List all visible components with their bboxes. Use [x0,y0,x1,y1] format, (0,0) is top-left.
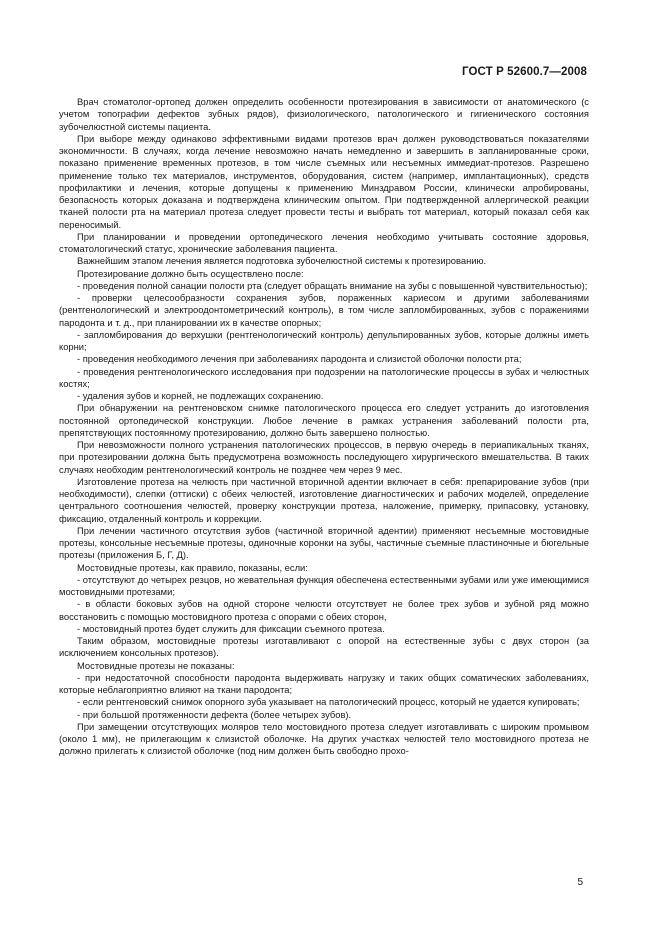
paragraph: При невозможности полного устранения патологических процессов, в первую очередь в периапикальных тканях, при протезировании должна быть предусмотрена возможность последующего хирургического вмешательства. В таких случаях необходим рентгенологический контроль не позднее чем через 9 мес. [59,439,589,475]
page-number: 5 [577,877,583,888]
paragraph: При выборе между одинаково эффективными видами протезов врач должен руководствоваться показателями экономичности. В случаях, когда лечение невозможно начать немедленно и завершить в запланированные сроки, показано применение временных протезов, в том числе съемных или несъемных иммедиат-протезов. Разрешено применение только тех материалов, инструментов, оборудования, систем (например, имплантационных), средств профилактики и лечения, которые допущены к применению Минздравом России, клинически апробированы, безопасность которых доказана и подтверждена клиническим опытом. При подтвержденной аллергической реакции тканей полости рта на материал протеза следует провести тесты и выбрать тот материал, который показал себя как переносимый. [59,132,589,230]
paragraph: Изготовление протеза на челюсть при частичной вторичной адентии включает в себя: препарирование зубов (при необходимости), слепки (оттиски) с обеих челюстей, изготовление диагностических и рабочих моделей, определение центрального соотношения челюстей, проверку конструкции протеза, наложение, примерку, припасовку, установку, фиксацию, отдаленный контроль и коррекции. [59,475,589,524]
list-item: - проведения необходимого лечения при заболеваниях пародонта и слизистой оболочки полости рта; [77,353,522,365]
list-item: - проведения рентгенологического исследования при подозрении на патологические процессы в зубах и челюстных костях; [59,365,589,389]
paragraph: При замещении отсутствующих моляров тело мостовидного протеза следует изготавливать с широким промывом (около 1 мм), не прилегающим к слизистой оболочке. На других участках челюстей тело мостовидного протеза не должно прилегать к слизистой оболочке (под ним должен быть свободно прохо- [59,720,589,757]
paragraph: Мостовидные протезы не показаны: [77,659,235,671]
paragraph: Врач стоматолог-ортопед должен определить особенности протезирования в зависимости от анатомического (с учетом топографии дефектов зубных рядов), физиологического, патологического и гигиенического состояния зубочелюстной системы пациента. [59,96,589,132]
list-item: - отсутствуют до четырех резцов, но жевательная функция обеспечена естественными зубами или уже имеющимися мостовидными протезами; [59,573,589,597]
paragraph: Таким образом, мостовидные протезы изготавливают с опорой на естественные зубы с двух сторон (за исключением консольных протезов). [59,635,589,659]
paragraph: При планировании и проведении ортопедического лечения необходимо учитывать состояние здоровья, стоматологический статус, хронические заболевания пациента. [59,230,589,254]
list-item: - удаления зубов и корней, не подлежащих сохранению. [77,390,324,401]
paragraph: При обнаружении на рентгеновском снимке патологического процесса его следует устранить до изготовления постоянной ортопедической конструкции. Любое лечение в рамках устранения заболеваний полости рта, препятствующих постоянному протезированию, должно быть завершено полностью. [59,402,589,438]
paragraph: При лечении частичного отсутствия зубов (частичной вторичной адентии) применяют несъемные мостовидные протезы, консольные несъемные протезы, одиночные коронки на зубы, частичные съемные пластиночные и бюгельные протезы (приложения Б, Г, Д). [59,524,589,561]
list-item: - мостовидный протез будет служить для фиксации съемного протеза. [77,622,385,634]
list-item: - при недостаточной способности пародонта выдерживать нагрузку и таких общих соматических заболеваниях, которые неблагоприятно влияют на ткани пародонта; [59,671,589,695]
list-item: - если рентгеновский снимок опорного зуба указывает на патологический процесс, который не удается купировать; [77,696,580,708]
list-item: - проверки целесообразности сохранения зубов, пораженных кариесом и другими заболеваниями (рентгенологический и электроодонтометрический контроль), в том числе запломбированных, зубов с поражениями пародонта и т. д., при планировании их в качестве опорных; [59,292,589,328]
list-item: - в области боковых зубов на одной стороне челюсти отсутствует не более трех зубов и зубной ряд можно восстановить с помощью мостовидного протеза с опорами с обеих сторон, [59,598,589,622]
list-item: - проведения полной санации полости рта (следует обращать внимание на зубы с повышенной чувствительностью); [77,279,588,291]
standard-code-header: ГОСТ Р 52600.7—2008 [462,66,587,78]
paragraph: Протезирование должно быть осуществлено после: [77,267,304,279]
paragraph: Важнейшим этапом лечения является подготовка зубочелюстной системы к протезированию. [77,255,487,267]
body-text [59,96,589,758]
paragraph: Мостовидные протезы, как правило, показаны, если: [77,561,308,573]
list-item: - запломбирования до верхушки (рентгенологический контроль) депульпированных зубов, которые должны иметь корни; [59,328,589,352]
list-item: - при большой протяженности дефекта (более четырех зубов). [77,708,352,720]
